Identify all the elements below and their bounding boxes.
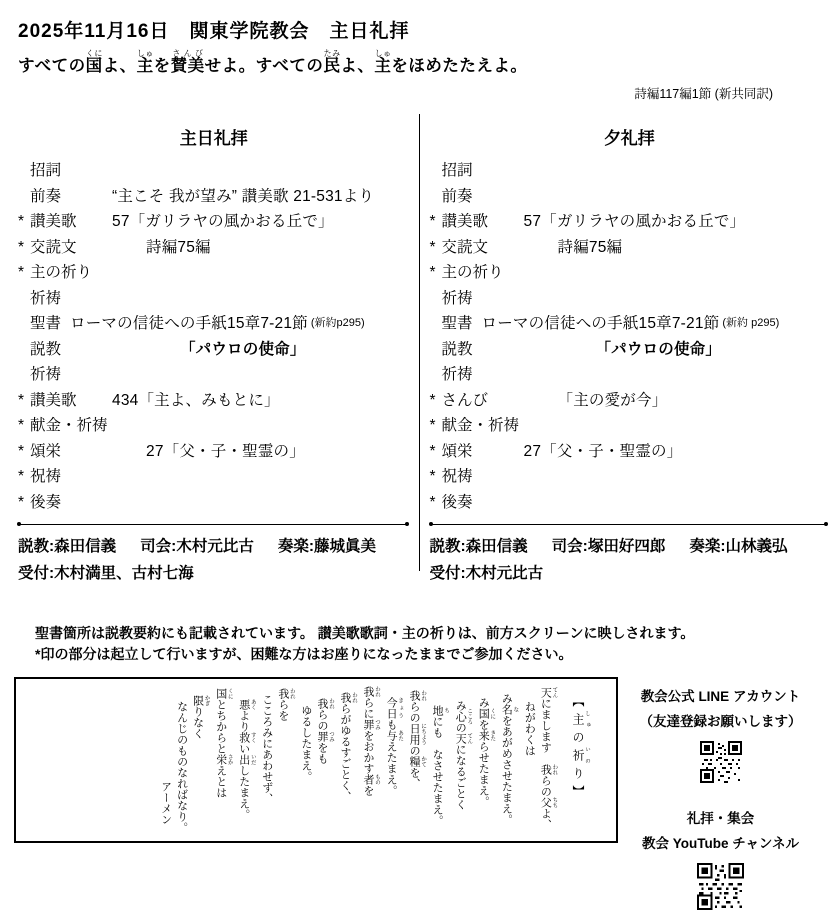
order-item-label: 前奏 — [30, 184, 112, 210]
service-row — [18, 311, 410, 337]
service-title: 夕礼拝 — [430, 124, 830, 149]
standing-marker: * — [18, 413, 30, 439]
order-item-label: 招詞 — [442, 158, 524, 184]
prayer-line: 我 われらに罪 つみをおかす者 ものを — [361, 683, 380, 837]
service-row — [18, 184, 410, 210]
order-item-label: 祝祷 — [30, 464, 112, 490]
youtube-channel-label: 教会 YouTube チャンネル — [618, 832, 823, 857]
order-item-label: 後奏 — [442, 490, 524, 516]
scripture-page-note: (新約p295) — [311, 311, 365, 337]
line-qr-code — [700, 741, 742, 783]
order-item-value: 詩編75編 — [112, 235, 211, 261]
order-item-label: 説教 — [442, 337, 524, 363]
prayer-line: 我 われらがゆるすごとく、 — [338, 683, 357, 837]
order-item-label: 説教 — [30, 337, 112, 363]
note-line: *印の部分は起立して行いますが、困難な方はお座りになったままでご参加ください。 — [35, 644, 839, 665]
standing-marker: * — [18, 235, 30, 261]
order-item-label: 後奏 — [30, 490, 112, 516]
youtube-qr-code — [697, 863, 744, 910]
separator-line — [430, 524, 828, 525]
order-item-label: 祝祷 — [442, 464, 524, 490]
lords-prayer-box — [14, 677, 618, 843]
order-item-label: さんび — [442, 388, 524, 414]
order-item-label: 祈祷 — [30, 362, 112, 388]
lords-prayer-text — [30, 683, 602, 837]
prayer-heading: 【主 しゅの祈 いのり】 — [571, 683, 590, 837]
service-row — [430, 286, 830, 312]
order-item-label: 献金・祈祷 — [442, 413, 524, 439]
staff-entry: 奏楽:藤城眞美 — [278, 534, 376, 556]
service-row — [430, 158, 830, 184]
service-column-morning — [0, 110, 420, 583]
standing-marker — [18, 184, 30, 210]
prayer-line: 我 われらを — [276, 683, 295, 837]
note-line: 聖書箇所は説教要約にも記載されています。 讃美歌歌詞・主の祈りは、前方スクリーンに映しされます。 — [35, 623, 839, 644]
staff-entry: 司会:塚田好四郎 — [552, 534, 666, 556]
worship-meeting-label: 礼拝・集会 — [618, 807, 823, 832]
participation-notes — [35, 623, 839, 665]
order-item-label: 頌栄 — [30, 439, 112, 465]
line-account-title: 教会公式 LINE アカウント — [618, 685, 823, 710]
order-item-label: 讃美歌 — [30, 388, 112, 414]
order-item-value: 「パウロの使命」 — [112, 337, 410, 363]
standing-marker — [430, 158, 442, 184]
reception-line: 受付:木村満里、古村七海 — [18, 561, 410, 583]
service-row — [430, 235, 830, 261]
service-row — [430, 362, 830, 388]
service-row — [18, 490, 410, 516]
order-item-value: 434「主よ、みもとに」 — [112, 388, 280, 414]
order-item-value: 「主の愛が今」 — [524, 388, 668, 414]
service-row — [18, 235, 410, 261]
order-item-label: 讃美歌 — [442, 209, 524, 235]
service-row — [430, 209, 830, 235]
standing-marker — [430, 286, 442, 312]
order-item-value: 27「父・子・聖霊の」 — [112, 439, 305, 465]
separator-line — [18, 524, 408, 525]
bottom-section — [14, 677, 839, 920]
service-row — [430, 464, 830, 490]
service-row — [430, 260, 830, 286]
order-item-label: 讃美歌 — [30, 209, 112, 235]
service-row — [430, 413, 830, 439]
service-row — [430, 439, 830, 465]
standing-marker — [430, 311, 442, 337]
standing-marker — [18, 286, 30, 312]
service-row — [430, 311, 830, 337]
order-item-label: 主の祈り — [30, 260, 112, 286]
order-item-value: ローマの信徒への手紙15章7-21節 — [70, 311, 308, 337]
service-row — [430, 184, 830, 210]
order-item-value: ローマの信徒への手紙15章7-21節 — [482, 311, 720, 337]
standing-marker: * — [430, 490, 442, 516]
service-row — [18, 158, 410, 184]
standing-marker: * — [430, 209, 442, 235]
standing-marker — [430, 362, 442, 388]
service-row — [430, 388, 830, 414]
prayer-line: 我 われらの日用 にちようの糧 かてを、 — [408, 683, 427, 837]
standing-marker: * — [430, 464, 442, 490]
prayer-line: 天 てんにまします 我 われらの父 ちちよ、 — [539, 683, 558, 837]
page-title: 2025年11月16日 関東学院教会 主日礼拝 — [18, 16, 821, 43]
service-row — [18, 439, 410, 465]
standing-marker: * — [430, 260, 442, 286]
order-item-value: 57「ガリラヤの風かおる丘で」 — [524, 209, 746, 235]
links-panel — [618, 677, 823, 920]
standing-marker — [18, 311, 30, 337]
staff-line — [18, 534, 410, 556]
standing-marker: * — [430, 235, 442, 261]
scripture-reference: 詩編117編1節 (新共同訳) — [18, 84, 773, 102]
reception-line: 受付:木村元比古 — [430, 561, 830, 583]
standing-marker — [18, 337, 30, 363]
prayer-line: ゆるしたまえ。 — [299, 683, 311, 837]
service-row — [18, 413, 410, 439]
standing-marker: * — [18, 388, 30, 414]
standing-marker — [18, 158, 30, 184]
service-row — [18, 388, 410, 414]
order-item-label: 祈祷 — [442, 362, 524, 388]
standing-marker: * — [18, 464, 30, 490]
prayer-line: み心 こころの天 てんになるごとく — [454, 683, 473, 837]
service-columns — [0, 110, 839, 583]
standing-marker — [430, 337, 442, 363]
service-row — [18, 362, 410, 388]
service-row — [18, 260, 410, 286]
order-item-label: 祈祷 — [30, 286, 112, 312]
staff-entry: 説教:森田信義 — [430, 534, 528, 556]
prayer-line: 今日 きょうも与 あたえたまえ。 — [385, 683, 404, 837]
staff-entry: 司会:木村元比古 — [140, 534, 254, 556]
header — [0, 0, 839, 102]
service-row — [18, 209, 410, 235]
scripture-page-note: (新約 p295) — [722, 311, 779, 337]
standing-marker: * — [430, 439, 442, 465]
prayer-line: なんじのものなればなり。 — [175, 683, 187, 837]
prayer-line: 我 われらの罪 つみをも — [315, 683, 334, 837]
order-item-value: 詩編75編 — [524, 235, 623, 261]
prayer-line: み国 くにを来 きたらせたまえ。 — [477, 683, 496, 837]
standing-marker: * — [430, 413, 442, 439]
column-divider — [419, 114, 420, 571]
service-title: 主日礼拝 — [18, 124, 410, 149]
prayer-line: 地 ちにも なさせたまえ。 — [431, 683, 450, 837]
order-item-value: 「パウロの使命」 — [524, 337, 830, 363]
order-item-label: 祈祷 — [442, 286, 524, 312]
prayer-line: 限 かぎりなく — [191, 683, 210, 837]
order-item-value: 27「父・子・聖霊の」 — [524, 439, 683, 465]
service-row — [430, 337, 830, 363]
service-rows — [18, 158, 410, 515]
order-item-label: 献金・祈祷 — [30, 413, 112, 439]
standing-marker: * — [430, 388, 442, 414]
order-item-label: 主の祈り — [442, 260, 524, 286]
order-item-label: 招詞 — [30, 158, 112, 184]
service-rows — [430, 158, 830, 515]
prayer-line: ねがわくは — [523, 683, 535, 837]
standing-marker — [430, 184, 442, 210]
prayer-line: 悪 あくより救 すくい出 いだしたまえ。 — [237, 683, 256, 837]
staff-entry: 説教:森田信義 — [18, 534, 116, 556]
service-row — [18, 464, 410, 490]
order-item-label: 交読文 — [442, 235, 524, 261]
prayer-line: こころみにあわせず、 — [260, 683, 272, 837]
service-row — [430, 490, 830, 516]
order-item-label: 交読文 — [30, 235, 112, 261]
standing-marker: * — [18, 260, 30, 286]
prayer-line: 国 くにとちからと栄 さかえとは — [214, 683, 233, 837]
order-item-label: 聖書 — [442, 311, 482, 337]
standing-marker: * — [18, 490, 30, 516]
service-row — [18, 337, 410, 363]
order-item-label: 前奏 — [442, 184, 524, 210]
prayer-line: み名 なをあがめさせたまえ。 — [500, 683, 519, 837]
order-item-value: “主こそ 我が望み” 讃美歌 21-531より — [112, 184, 374, 210]
staff-line — [430, 534, 830, 556]
order-item-value: 57「ガリラヤの風かおる丘で」 — [112, 209, 334, 235]
service-column-evening — [420, 110, 839, 583]
subtitle-verse: すべての国くによ、主しゅを賛美さんびせよ。すべての民たみよ、主しゅをほめたたえよ。 — [18, 49, 821, 82]
staff-entry: 奏楽:山林義弘 — [689, 534, 787, 556]
line-account-subtitle: （友達登録お願いします） — [618, 710, 823, 735]
standing-marker: * — [18, 209, 30, 235]
order-item-label: 聖書 — [30, 311, 70, 337]
standing-marker: * — [18, 439, 30, 465]
standing-marker — [18, 362, 30, 388]
prayer-line: アーメン — [159, 683, 171, 837]
service-row — [18, 286, 410, 312]
order-item-label: 頌栄 — [442, 439, 524, 465]
